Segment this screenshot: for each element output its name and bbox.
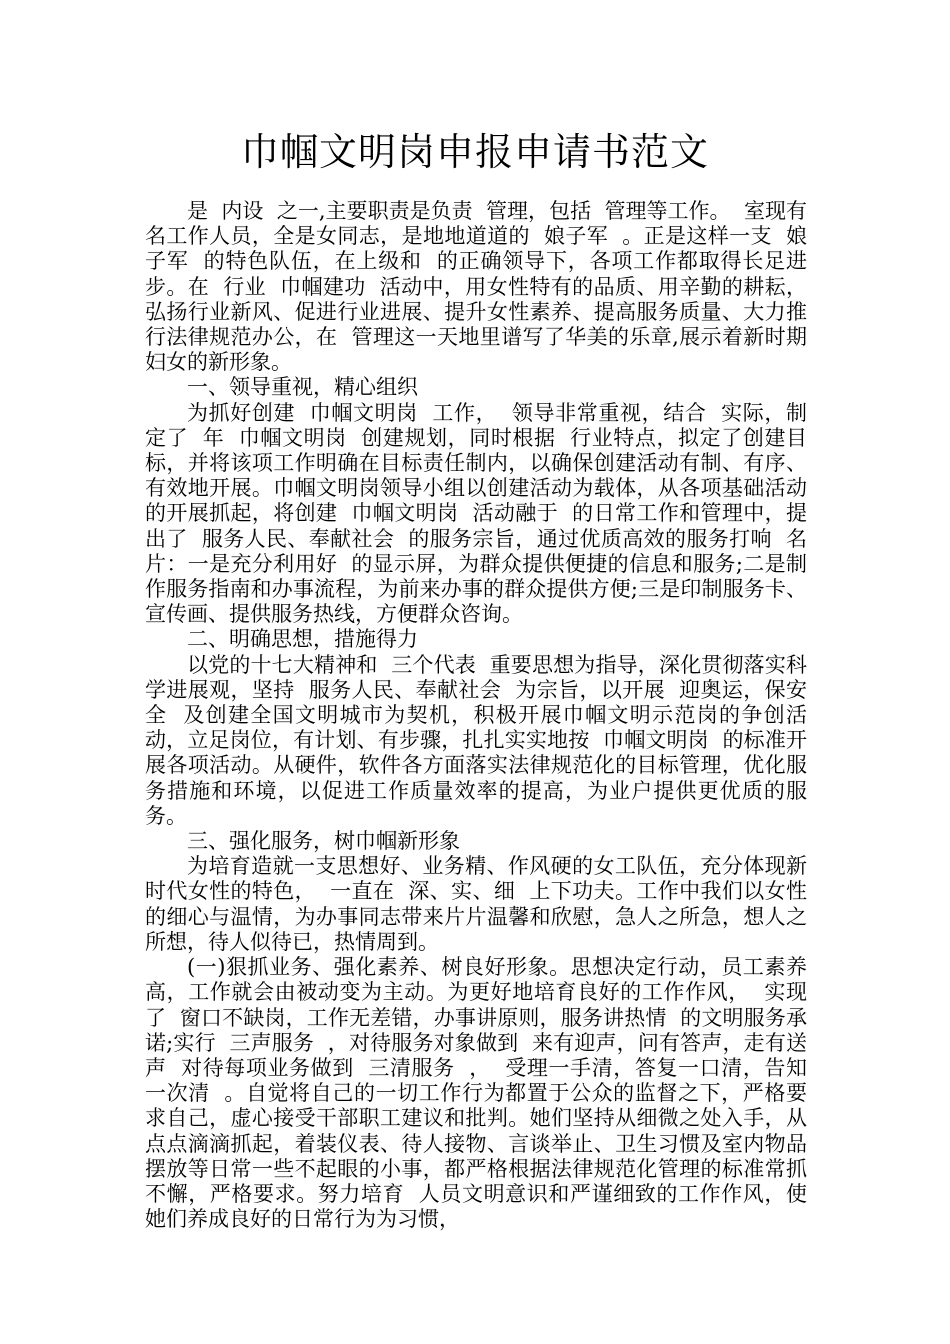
section-paragraph-2: 以党的十七大精神和 三个代表 重要思想为指导，深化贯彻落实科学进展观，坚持 服务人民、奉献社会 为宗旨，以开展 迎奥运，保安全 及创建全国文明城市为契机，积极开展巾帼文明示范岗的争创活动，立足岗位，有计划、有步骤，扎扎实实地按 巾帼文明岗 的标准开展各项活动。从硬件，软件各方面落实法律规范化的目标管理，优化服务措施和环境，以促进工作质量效率的提高，为业户提供更优质的服务。 [145,652,807,828]
intro-paragraph: 是 内设 之一,主要职责是负责 管理，包括 管理等工作。 室现有 名工作人员，全是女同志，是地地道道的 娘子军 。正是这样一支 娘子军 的特色队伍，在上级和 的正确领导下，各项工作都取得长足进步。在 行业 巾帼建功 活动中，用女性特有的品质、用辛勤的耕耘，弘扬行业新风、促进行业进展、提升女性素养、提高服务质量、大力推行法律规范办公，在 管理这一天地里谱写了华美的乐章,展示着新时期妇女的新形象。 [145,199,821,375]
section-heading-3: 三、强化服务，树巾帼新形象 [187,829,460,854]
section-heading-1: 一、领导重视，精心组织 [187,375,418,400]
subsection-paragraph-1: (一)狠抓业务、强化素养、树良好形象。思想决定行动，员工素养高，工作就会由被动变为主动。为更好地培育良好的工作作风， 实现了 窗口不缺岗，工作无差错，办事讲原则，服务讲热情 的文明服务承诺;实行 三声服务 ，对待服务对象做到 来有迎声，问有答声，走有送声 对待每项业务做到 三清服务 ， 受理一手清，答复一口清，告知一次清 。自觉将自己的一切工作行为都置于公众的监督之下，严格要求自己，虚心接受干部职工建议和批判。她们坚持从细微之处入手，从点点滴滴抓起，着装仪表、待人接物、言谈举止、卫生习惯及室内物品摆放等日常一些不起眼的小事，都严格根据法律规范化管理的标准常抓不懈，严格要求。努力培育 人员文明意识和严谨细致的工作作风，使她们养成良好的日常行为为习惯， [145,955,807,1232]
section-paragraph-1: 为抓好创建 巾帼文明岗 工作， 领导非常重视，结合 实际，制定了 年 巾帼文明岗 创建规划，同时根据 行业特点，拟定了创建目标，并将该项工作明确在目标责任制内，以确保创建活动有制、有序、有效地开展。巾帼文明岗领导小组以创建活动为载体，从各项基础活动的开展抓起，将创建 巾帼文明岗 活动融于 的日常工作和管理中，提出了 服务人民、奉献社会 的服务宗旨，通过优质高效的服务打响 名片：一是充分利用好 的显示屏，为群众提供便捷的信息和服务;二是制作服务指南和办事流程，为前来办事的群众提供方便;三是印制服务卡、宣传画、提供服务热线，方便群众咨询。 [145,400,807,627]
section-heading-2: 二、明确思想，措施得力 [187,627,418,652]
document-title: 巾帼文明岗申报申请书范文 [240,130,709,174]
section-paragraph-3: 为培育造就一支思想好、业务精、作风硬的女工队伍，充分体现新时代女性的特色， 一直在 深、实、细 上下功夫。工作中我们以女性的细心与温情，为办事同志带来片片温馨和欣慰，急人之所急，想人之所想，待人似待已，热情周到。 [145,854,807,954]
document-body [145,199,821,1232]
